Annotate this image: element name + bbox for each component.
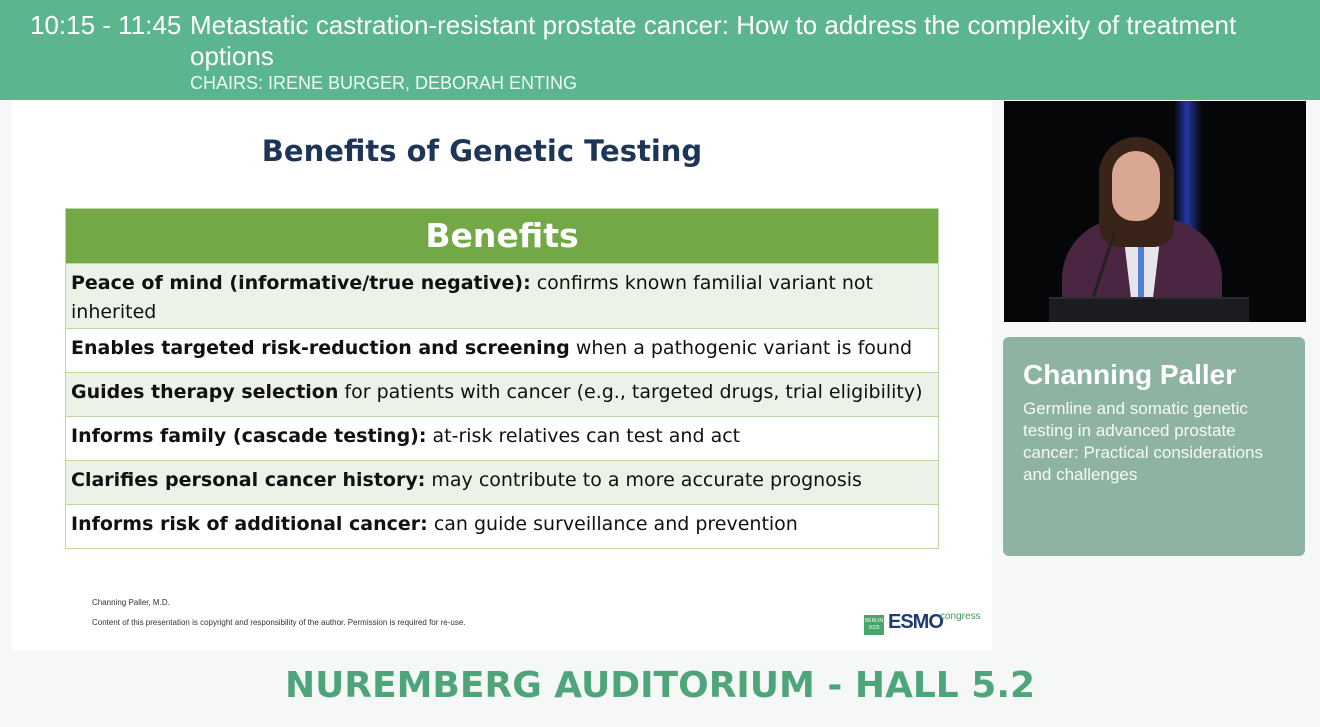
logo-badge: BERLIN 2025 xyxy=(864,615,884,635)
venue-label: NUREMBERG AUDITORIUM - HALL 5.2 xyxy=(284,665,1036,706)
row-bold-text: Clarifies personal cancer history: xyxy=(71,469,426,491)
podium xyxy=(1049,297,1249,322)
table-row xyxy=(66,263,938,328)
table-row xyxy=(66,328,938,372)
row-text: confirms known familial variant not inherited xyxy=(71,272,873,323)
slide-title xyxy=(12,134,992,168)
row-text: may contribute to a more accurate prognosis xyxy=(425,469,862,491)
table-row xyxy=(66,504,938,548)
session-title: Metastatic castration-resistant prostate cancer: How to address the complexity of treatment options xyxy=(190,10,1237,71)
logo-suffix: congress xyxy=(940,611,981,622)
row-text: when a pathogenic variant is found xyxy=(569,337,913,359)
benefits-table xyxy=(65,208,939,549)
slide-copyright: Content of this presentation is copyright and responsibility of the author. Permission is required for re-use. xyxy=(92,618,466,627)
row-bold-text: Informs family (cascade testing): xyxy=(71,425,427,447)
speaker-name: Channing Paller xyxy=(1023,359,1237,390)
speaker-face xyxy=(1112,151,1160,221)
esmo-congress-logo xyxy=(864,611,984,637)
table-row xyxy=(66,460,938,504)
logo-brand: ESMO xyxy=(888,611,943,633)
session-chairs: CHAIRS: IRENE BURGER, DEBORAH ENTING xyxy=(190,73,578,93)
presentation-slide xyxy=(12,101,992,651)
row-text: at-risk relatives can test and act xyxy=(426,425,741,447)
row-text: for patients with cancer (e.g., targeted drugs, trial eligibility) xyxy=(338,381,923,403)
row-bold-text: Peace of mind (informative/true negative): xyxy=(71,272,531,294)
speaker-card xyxy=(1003,337,1305,556)
table-row xyxy=(66,416,938,460)
session-banner xyxy=(0,0,1320,100)
table-header: Benefits xyxy=(66,209,938,263)
slide-title-text: Benefits of Genetic Testing xyxy=(261,134,703,168)
table-row xyxy=(66,372,938,416)
talk-title: Germline and somatic genetic testing in advanced prostate cancer: Practical considerations and challenges xyxy=(1023,399,1264,484)
row-text: can guide surveillance and prevention xyxy=(427,513,798,535)
row-bold-text: Informs risk of additional cancer: xyxy=(71,513,428,535)
slide-author: Channing Paller, M.D. xyxy=(92,598,170,607)
row-bold-text: Guides therapy selection xyxy=(71,381,339,403)
speaker-video xyxy=(1004,101,1306,322)
session-time: 10:15 - 11:45 xyxy=(30,10,182,40)
row-bold-text: Enables targeted risk-reduction and screening xyxy=(71,337,570,359)
